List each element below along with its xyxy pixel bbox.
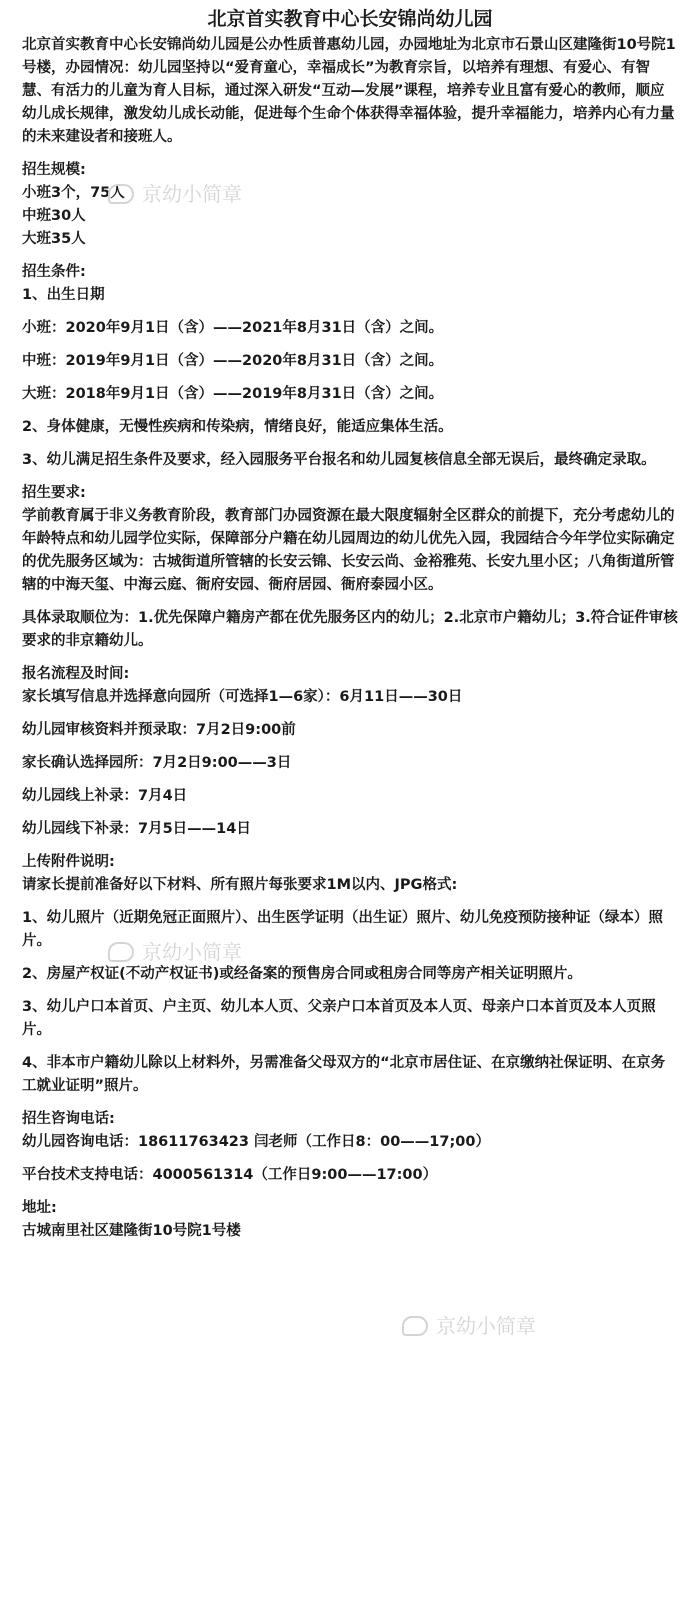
admission-order-paragraph: 具体录取顺位为：1.优先保障户籍房产都在优先服务区内的幼儿；2.北京市户籍幼儿；3.符合证件审核要求的非京籍幼儿。 <box>22 610 678 649</box>
requirements-paragraph: 学前教育属于非义务教育阶段，教育部门办园资源在最大限度辐射全区群众的前提下，充分考虑幼儿的年龄特点和幼儿园学位实际，保障部分户籍在幼儿园周边的幼儿优先入园，我园结合今年学位实际确定的优先服务区域为：古城街道所管辖的长安云锦、长安云尚、金裕雅苑、长安九里小区；八角街道所管辖的中海天玺、中海云庭、衙府安园、衙府居园、衙府泰园小区。 <box>22 508 675 593</box>
attachment-item-3: 3、幼儿户口本首页、户主页、幼儿本人页、父亲户口本首页及本人页、母亲户口本首页及本人页照片。 <box>22 999 656 1038</box>
contact-heading: 招生咨询电话: <box>22 1111 115 1127</box>
enrollment-conditions-section <box>22 261 678 472</box>
kindergarten-phone: 幼儿园咨询电话：18611763423 闫老师（工作日8：00——17;00） <box>22 1134 490 1150</box>
condition-verification: 3、幼儿满足招生条件及要求，经入园服务平台报名和幼儿园复核信息全部无误后，最终确定录取。 <box>22 452 656 468</box>
process-step-5: 幼儿园线下补录：7月5日——14日 <box>22 821 251 837</box>
attachment-item-4: 4、非本市户籍幼儿除以上材料外，另需准备父母双方的“北京市居住证、在京缴纳社保证明、在京务工就业证明”照片。 <box>22 1055 666 1094</box>
watermark-bottom <box>402 1310 536 1339</box>
enrollment-scale-heading: 招生规模: <box>22 162 86 178</box>
attachments-note: 请家长提前准备好以下材料、所有照片每张要求1M以内、JPG格式: <box>22 877 458 893</box>
address-section <box>22 1197 678 1243</box>
scale-line-small: 小班3个，75人 <box>22 185 125 201</box>
condition-birth-date: 1、出生日期 <box>22 287 105 303</box>
scale-line-large: 大班35人 <box>22 231 86 247</box>
enrollment-requirements-heading: 招生要求: <box>22 485 86 501</box>
enrollment-conditions-heading: 招生条件: <box>22 264 86 280</box>
watermark-text: 京幼小简章 <box>436 1314 536 1338</box>
condition-large-class: 大班：2018年9月1日（含）——2019年8月31日（含）之间。 <box>22 386 444 402</box>
platform-phone: 平台技术支持电话：4000561314（工作日9:00——17:00） <box>22 1167 438 1183</box>
enrollment-scale-section <box>22 159 678 251</box>
condition-middle-class: 中班：2019年9月1日（含）——2020年8月31日（含）之间。 <box>22 353 444 369</box>
attachment-item-2: 2、房屋产权证(不动产权证书)或经备案的预售房合同或租房合同等房产相关证明照片。 <box>22 966 582 982</box>
wechat-icon <box>402 1316 428 1336</box>
attachment-item-1: 1、幼儿照片（近期免冠正面照片）、出生医学证明（出生证）照片、幼儿免疫预防接种证（绿本）照片。 <box>22 910 663 949</box>
registration-process-heading: 报名流程及时间: <box>22 666 130 682</box>
process-step-1: 家长填写信息并选择意向园所（可选择1—6家）：6月11日——30日 <box>22 689 463 705</box>
address-value: 古城南里社区建隆街10号院1号楼 <box>22 1223 241 1239</box>
watermark-text: 京幼小简章 <box>142 182 242 206</box>
process-step-4: 幼儿园线上补录：7月4日 <box>22 788 188 804</box>
contact-section <box>22 1108 678 1187</box>
process-step-2: 幼儿园审核资料并预录取：7月2日9:00前 <box>22 722 296 738</box>
intro-paragraph: 北京首实教育中心长安锦尚幼儿园是公办性质普惠幼儿园，办园地址为北京市石景山区建隆街10号院1号楼，办园情况：幼儿园坚持以“爱育童心，幸福成长”为教育宗旨，以培养有理想、有爱心、有智慧、有活力的儿童为育人目标，通过深入研发“互动—发展”课程，培养专业且富有爱心的教师，顺应幼儿成长规律，激发幼儿成长动能，促进每个生命个体获得幸福体验，提升幸福能力，培养内心有力量的未来建设者和接班人。 <box>22 37 676 145</box>
scale-line-middle: 中班30人 <box>22 208 86 224</box>
condition-health: 2、身体健康，无慢性疾病和传染病，情绪良好，能适应集体生活。 <box>22 419 453 435</box>
condition-small-class: 小班：2020年9月1日（含）——2021年8月31日（含）之间。 <box>22 320 444 336</box>
registration-process-section <box>22 663 678 841</box>
watermark-text: 京幼小简章 <box>142 940 242 964</box>
attachments-section <box>22 851 678 1098</box>
address-heading: 地址: <box>22 1200 57 1216</box>
process-step-3: 家长确认选择园所：7月2日9:00——3日 <box>22 755 292 771</box>
enrollment-requirements-section <box>22 482 678 653</box>
attachments-heading: 上传附件说明: <box>22 854 115 870</box>
page-title: 北京首实教育中心长安锦尚幼儿园 <box>207 8 493 30</box>
